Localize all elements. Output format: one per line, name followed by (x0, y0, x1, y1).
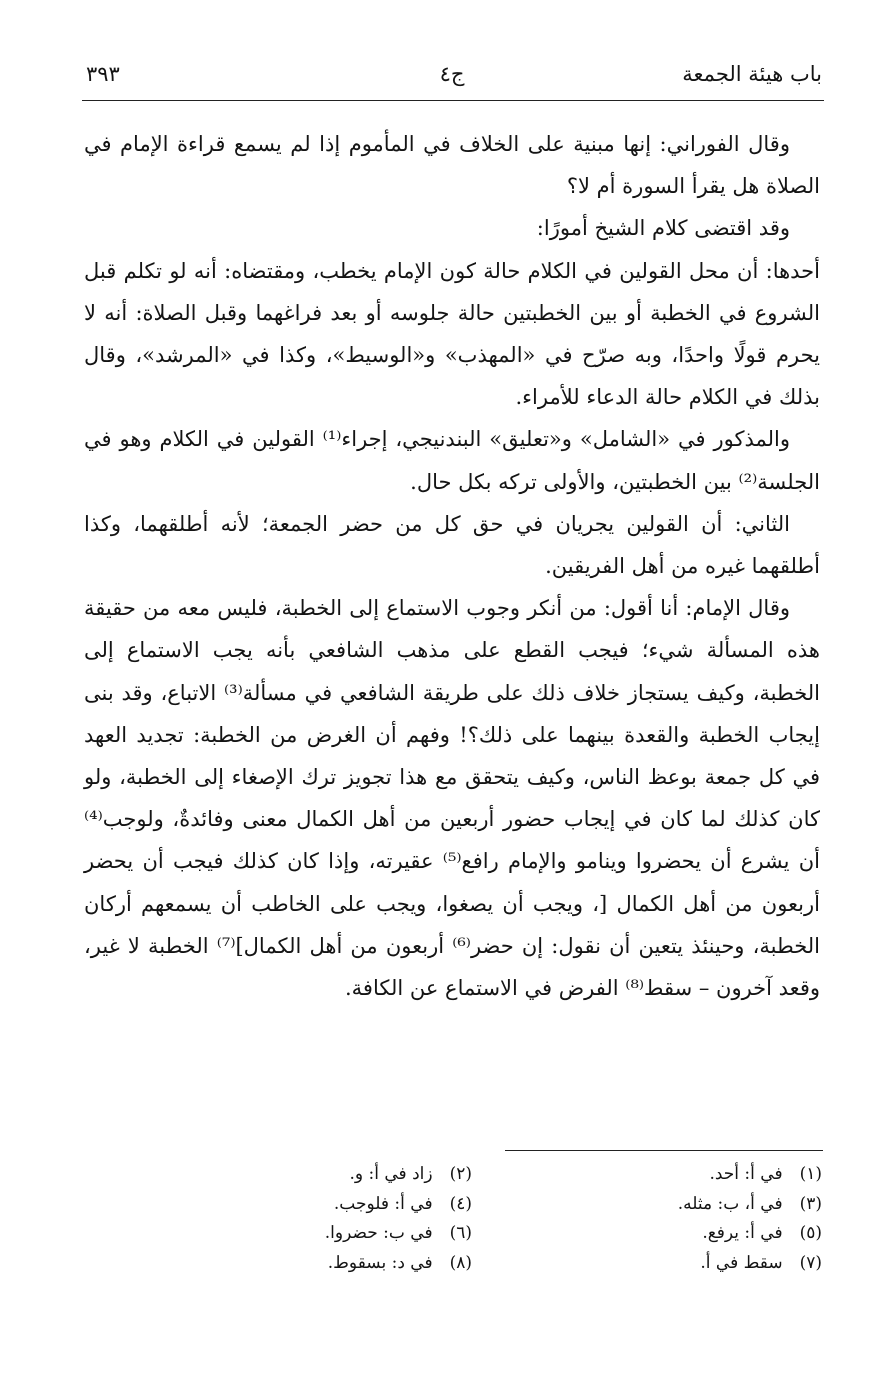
footnote-text: زاد في أ: و. (349, 1164, 433, 1184)
footnote-item (632, 1249, 822, 1279)
footnote-number: (٢) (449, 1164, 472, 1184)
header-divider (82, 100, 824, 101)
footnote-number: (٧) (799, 1252, 822, 1273)
footnote-item (632, 1190, 822, 1220)
footnote-text: في أ: يرفع. (702, 1223, 783, 1243)
footnote-number: (٦) (449, 1223, 472, 1243)
footnote-item (282, 1219, 472, 1249)
main-text (84, 123, 820, 1009)
footnote-text: سقط في أ. (700, 1252, 783, 1273)
paragraph: الثاني: أن القولين يجريان في حق كل من حضر الجمعة؛ لأنه أطلقهما، وكذا أطلقهما غيره من أهل الفريقين. (84, 511, 820, 579)
footnote-column-left (282, 1160, 472, 1278)
page-number: ٣٩٣ (86, 62, 120, 86)
chapter-title: باب هيئة الجمعة (682, 62, 822, 86)
paragraph: وقال الإمام: أنا أقول: من أنكر وجوب الاستماع إلى الخطبة، فليس معه من حقيقة هذه المسألة شيء؛ فيجب القطع على مذهب الشافعي بأنه يجب الاستماع إلى الخطبة، وكيف يستجاز خلاف ذلك على طريقة الشافعي في مسألة⁽³⁾ الاتباع، وقد بنى إيجاب الخطبة والقعدة بينهما على ذلك؟! وفهم أن الغرض من الخطبة: تجديد العهد في كل جمعة بوعظ الناس، وكيف يتحقق مع هذا تجويز ترك الإصغاء إلى الخطبة، ولو كان كذلك لما كان في إيجاب حضور أربعين من أهل الكمال معنى وفائدةٌ، ولوجب⁽⁴⁾ أن يشرع أن يحضروا وينامو والإمام رافع⁽⁵⁾ عقيرته، وإذا كان كذلك فيجب أن يحضر أربعون من أهل الكمال [، ويجب أن يصغوا، ويجب على الخاطب أن يسمعهم أركان الخطبة، وحينئذ يتعين أن نقول: إن حضر⁽⁶⁾ أربعون من أهل الكمال]⁽⁷⁾ الخطبة لا غير، وقعد آخرون – سقط⁽⁸⁾ الفرض في الاستماع عن الكافة. (84, 596, 821, 1001)
footnote-text: في أ: فلوجب. (333, 1193, 433, 1214)
footnote-item (282, 1190, 472, 1220)
footnote-item (632, 1219, 822, 1249)
footnote-text: في أ: أحد. (709, 1164, 783, 1184)
footnote-text: في أ، ب: مثله. (677, 1193, 783, 1214)
paragraph: والمذكور في «الشامل» و«تعليق» البندنيجي، إجراء⁽¹⁾ القولين في الكلام وهو في الجلسة⁽²⁾ بين الخطبتين، والأولى تركه بكل حال. (84, 427, 820, 494)
footnote-item (282, 1249, 472, 1279)
footnote-text: في د: بسقوط. (327, 1252, 433, 1273)
footnote-number: (١) (799, 1164, 822, 1184)
footnote-column-right (632, 1160, 822, 1278)
footnote-text: في ب: حضروا. (324, 1223, 433, 1243)
running-header (82, 56, 822, 96)
volume-label: ج٤ (439, 62, 465, 86)
paragraph: وقد اقتضى كلام الشيخ أمورًا: (536, 216, 790, 241)
paragraph: أحدها: أن محل القولين في الكلام حالة كون الإمام يخطب، ومقتضاه: أنه لو تكلم قبل الشروع في الخطبة أو بين الخطبتين حالة جلوسه أو بعد فراغهما وقبل الصلاة: أنه لا يحرم قولًا واحدًا، وبه صرّح في «المهذب» و«الوسيط»، وكذا في «المرشد»، وقال بذلك في الكلام حالة الدعاء للأمراء. (84, 258, 820, 410)
footnote-number: (٨) (449, 1252, 472, 1273)
footnote-number: (٥) (799, 1223, 822, 1243)
footnote-divider (505, 1150, 823, 1151)
paragraph: وقال الفوراني: إنها مبنية على الخلاف في المأموم إذا لم يسمع قراءة الإمام في الصلاة هل يقرأ السورة أم لا؟ (84, 132, 820, 199)
footnote-item (282, 1160, 472, 1190)
footnote-number: (٤) (449, 1193, 472, 1214)
footnote-number: (٣) (799, 1193, 822, 1214)
footnote-item (632, 1160, 822, 1190)
